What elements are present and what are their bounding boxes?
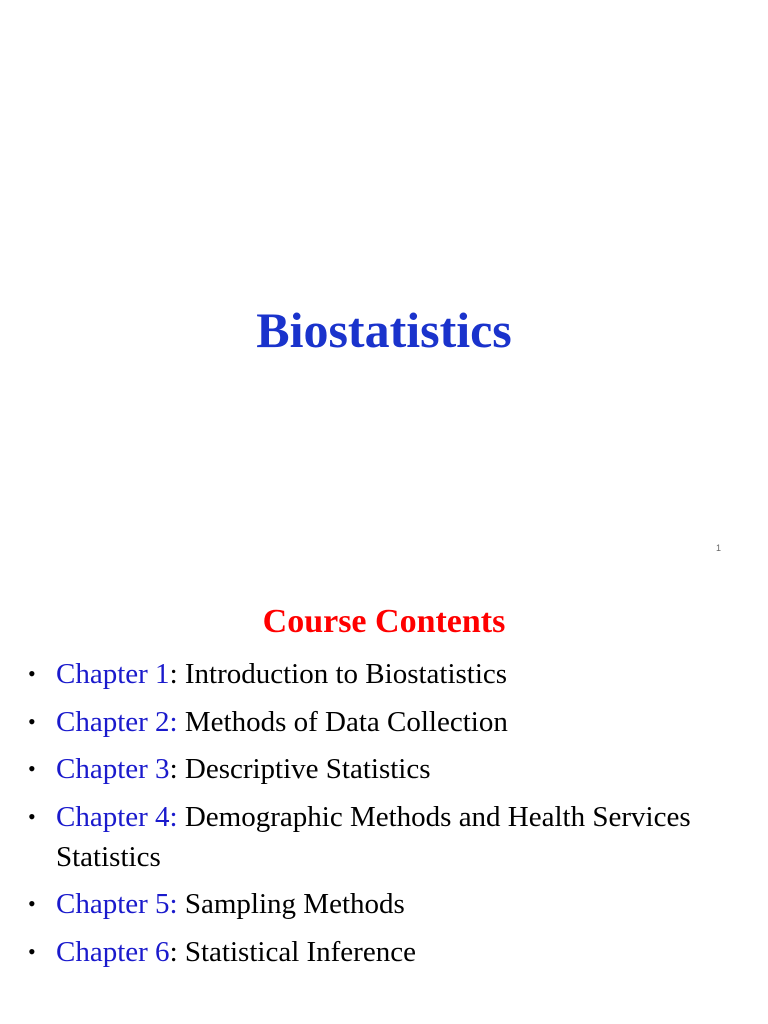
chapter-item <box>28 702 748 742</box>
chapter-label: Chapter 2: <box>56 705 178 738</box>
bullet-icon: • <box>28 756 36 781</box>
chapter-item <box>28 749 748 789</box>
chapter-title: Sampling Methods <box>177 888 405 920</box>
chapter-label: Chapter 6 <box>56 935 170 968</box>
chapter-title: Introduction to Biostatistics <box>177 658 508 690</box>
chapter-title: Demographic Methods and Health Services Statistics <box>56 800 691 873</box>
slide-2 <box>0 576 768 1024</box>
chapter-item <box>28 884 748 924</box>
chapter-item <box>28 797 748 877</box>
chapter-title: Statistical Inference <box>177 935 416 968</box>
slide-title: Biostatistics <box>256 302 512 358</box>
chapter-label: Chapter 4: <box>56 800 178 833</box>
chapter-title: Descriptive Statistics <box>177 753 431 785</box>
bullet-icon: • <box>28 661 36 686</box>
chapter-title: Methods of Data Collection <box>177 705 508 738</box>
chapter-separator: : <box>169 935 178 968</box>
chapter-label: Chapter 3 <box>56 753 170 785</box>
chapter-item <box>28 932 748 972</box>
chapter-separator: : <box>169 753 178 785</box>
chapter-item <box>28 654 748 694</box>
bullet-icon: • <box>28 708 36 734</box>
chapter-separator: : <box>169 658 178 690</box>
bullet-icon: • <box>28 803 36 829</box>
chapter-label: Chapter 5: <box>56 888 178 920</box>
chapter-label: Chapter 1 <box>56 658 170 690</box>
bullet-icon: • <box>28 891 36 916</box>
section-title: Course Contents <box>262 603 506 640</box>
bullet-icon: • <box>28 938 36 964</box>
chapter-list <box>28 654 748 979</box>
page-number: 1 <box>715 543 721 553</box>
